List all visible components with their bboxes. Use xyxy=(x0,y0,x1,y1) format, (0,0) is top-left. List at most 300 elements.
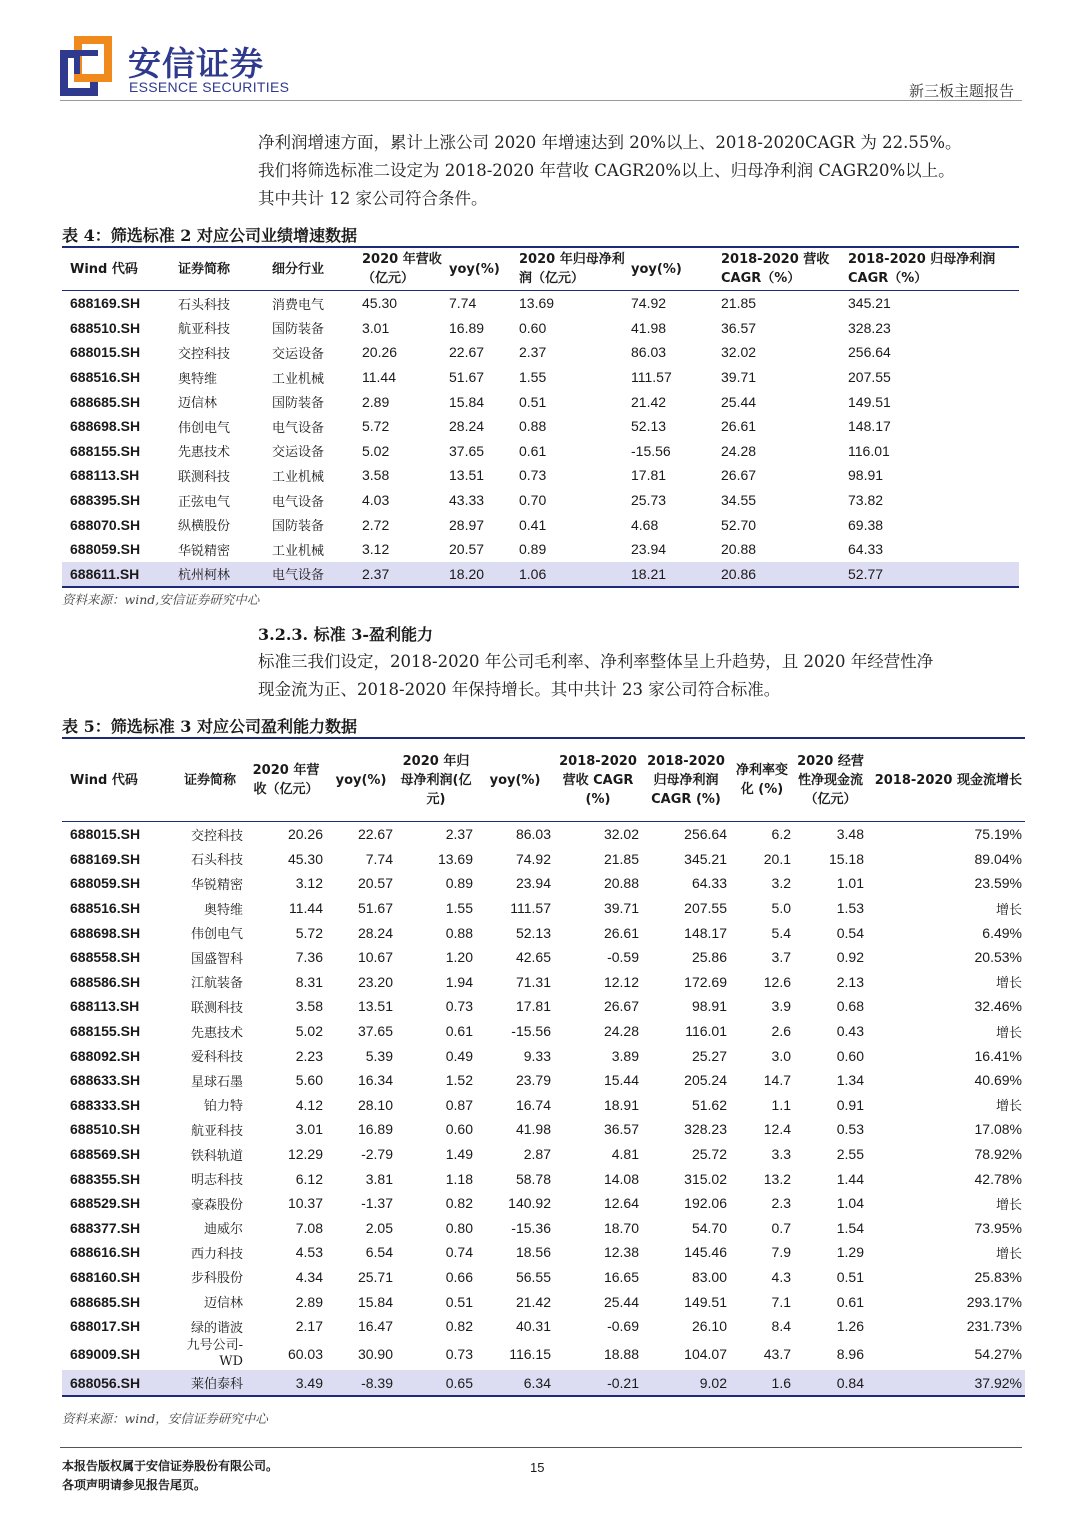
table5-cell: 231.73% xyxy=(966,1318,1022,1335)
table5-cell: 3.81 xyxy=(365,1170,393,1187)
table5-col-header: 2018-2020 归母净利润 CAGR (%) xyxy=(642,738,730,822)
section-line: 标准三我们设定，2018-2020 年公司毛利率、净利率整体呈上升趋势，且 2020 年经营性净 xyxy=(258,652,934,671)
table4-cell: 688015.SH xyxy=(70,344,141,361)
table4-body xyxy=(62,291,1019,588)
table4-cell: 256.64 xyxy=(848,344,891,361)
table4-cell: 3.01 xyxy=(362,319,390,336)
table4-cell: 交控科技 xyxy=(178,346,231,362)
table5-cell: 3.2 xyxy=(771,875,791,892)
table5-row xyxy=(62,920,1025,945)
table5-cell: 172.69 xyxy=(684,973,727,990)
table5-cell: 20.88 xyxy=(603,875,639,892)
table5-cell: 18.88 xyxy=(603,1346,639,1363)
table5-cell: 192.06 xyxy=(684,1195,727,1212)
table5-row xyxy=(62,1338,1025,1370)
table5-cell: 0.89 xyxy=(445,875,473,892)
table5-cell: 0.91 xyxy=(836,1096,864,1113)
table4-cell: 688516.SH xyxy=(70,369,141,386)
table4-cell: 26.67 xyxy=(721,467,757,484)
table5-cell: 迪威尔 xyxy=(203,1222,243,1238)
table4-col-header: Wind 代码 xyxy=(62,247,175,291)
table4-cell: 28.24 xyxy=(449,418,485,435)
table4-row xyxy=(62,463,1019,488)
table5-source: 资料来源：wind，安信证券研究中心 xyxy=(62,1411,268,1426)
table5-cell: 17.08% xyxy=(974,1121,1022,1138)
table5-cell: 25.44 xyxy=(603,1293,639,1310)
table4-cell: 52.13 xyxy=(631,418,667,435)
table4-cell: 52.70 xyxy=(721,516,757,533)
table4-row xyxy=(62,537,1019,562)
table4-col-header: yoy(%) xyxy=(446,247,516,291)
table5-cell: 688569.SH xyxy=(70,1146,141,1163)
table5-cell: 30.90 xyxy=(357,1346,393,1363)
table5-cell: 0.80 xyxy=(445,1219,473,1236)
section-paragraph xyxy=(258,648,1024,704)
table4-row xyxy=(62,488,1019,513)
table4-cell: 688611.SH xyxy=(62,562,175,588)
table5-cell: 688059.SH xyxy=(70,875,141,892)
table5-col-header: yoy(%) xyxy=(476,738,554,822)
section-heading: 3.2.3. 标准 3-盈利能力 xyxy=(258,625,434,644)
table5-cell: 奥特维 xyxy=(203,902,243,918)
table5-cell: 华锐精密 xyxy=(190,877,243,893)
table5-cell: 23.94 xyxy=(515,875,551,892)
table5-cell: 1.52 xyxy=(445,1072,473,1089)
table4-cell: 0.41 xyxy=(519,516,547,533)
table5-row xyxy=(62,1043,1025,1068)
table5-cell: 2.6 xyxy=(771,1023,791,1040)
table5-col-header: 2020 年归母净利润(亿元) xyxy=(396,738,476,822)
table5-cell: 14.7 xyxy=(763,1072,791,1089)
table5-cell: 7.08 xyxy=(295,1219,323,1236)
table5-cell: 74.92 xyxy=(515,850,551,867)
intro-line: 其中共计 12 家公司符合条件。 xyxy=(258,189,488,208)
table4-cell: 37.65 xyxy=(449,442,485,459)
table5-cell: 32.46% xyxy=(974,998,1022,1015)
table4-cell: 20.26 xyxy=(362,344,398,361)
table5-cell: 绿的谐波 xyxy=(190,1320,243,1336)
table4-cell: 工业机械 xyxy=(272,543,325,559)
table5-cell: 40.31 xyxy=(515,1318,551,1335)
table5-cell: 22.67 xyxy=(357,826,393,843)
table5-cell: 16.74 xyxy=(515,1096,551,1113)
table5-cell: 国盛智科 xyxy=(190,951,243,967)
table5-row xyxy=(62,1240,1025,1265)
table4-row xyxy=(62,414,1019,439)
table5-cell: 0.51 xyxy=(445,1293,473,1310)
table5-cell: 伟创电气 xyxy=(190,927,243,943)
table5-cell: 0.84 xyxy=(794,1370,867,1396)
table5-cell: 联测科技 xyxy=(190,1000,243,1016)
table5-cell: 36.57 xyxy=(603,1121,639,1138)
table5-row xyxy=(62,896,1025,921)
table4-cell: 奥特维 xyxy=(178,371,218,387)
table4-cell: 688059.SH xyxy=(70,541,141,558)
table5-cell: 116.15 xyxy=(509,1346,551,1363)
table5-cell: 688015.SH xyxy=(70,826,141,843)
table4-cell: 207.55 xyxy=(848,369,891,386)
table5-cell: 5.72 xyxy=(295,924,323,941)
table5-cell: 40.69% xyxy=(974,1072,1022,1089)
table5-cell: 4.34 xyxy=(295,1268,323,1285)
table5-cell: 0.88 xyxy=(445,924,473,941)
table5-cell: 0.61 xyxy=(836,1293,864,1310)
table5-cell: 爱科科技 xyxy=(190,1050,243,1066)
table5-cell: 增长 xyxy=(995,1246,1022,1262)
table4-cell: 伟创电气 xyxy=(178,420,231,436)
table5-cell: 149.51 xyxy=(684,1293,727,1310)
table5-cell: 5.02 xyxy=(295,1023,323,1040)
table4-cell: 0.88 xyxy=(519,418,547,435)
table4-cell: 25.73 xyxy=(631,492,667,509)
table5-col-header: Wind 代码 xyxy=(62,738,174,822)
footer-notice: 各项声明请参见报告尾页。 xyxy=(62,1478,207,1492)
intro-paragraph xyxy=(258,129,1024,213)
table4-col-header: 2020 年归母净利润（亿元） xyxy=(516,247,628,291)
table4-cell: 工业机械 xyxy=(272,469,325,485)
table5-col-header: 2020 经营性净现金流（亿元） xyxy=(794,738,867,822)
table4-cell: 0.60 xyxy=(519,319,547,336)
table5-cell: 0.74 xyxy=(445,1244,473,1261)
report-type: 新三板主题报告 xyxy=(908,82,1014,100)
table5-cell: 16.34 xyxy=(357,1072,393,1089)
intro-line: 净利润增速方面，累计上涨公司 2020 年增速达到 20%以上、2018-2020CAGR 为 22.55%。 xyxy=(258,133,962,152)
table5-cell: 83.00 xyxy=(691,1268,727,1285)
table5-cell: 12.64 xyxy=(603,1195,639,1212)
table5-cell: 145.46 xyxy=(684,1244,727,1261)
table5-cell: -15.36 xyxy=(511,1219,551,1236)
table4-cell: 国防装备 xyxy=(272,519,325,535)
table5-cell: 交控科技 xyxy=(190,828,243,844)
table5-title: 表 5：筛选标准 3 对应公司盈利能力数据 xyxy=(62,717,357,736)
table5-cell: 0.82 xyxy=(445,1195,473,1212)
table4-cell: 39.71 xyxy=(721,369,757,386)
table5-cell: 3.9 xyxy=(771,998,791,1015)
table5-cell: 3.48 xyxy=(836,826,864,843)
table5-cell: 铁科轨道 xyxy=(190,1148,243,1164)
table5-cell: 25.27 xyxy=(691,1047,727,1064)
table5-cell: 42.78% xyxy=(974,1170,1022,1187)
table4-cell: 20.88 xyxy=(721,541,757,558)
table5-cell: 1.34 xyxy=(836,1072,864,1089)
table4-cell: 345.21 xyxy=(848,295,891,312)
table5-cell: 28.24 xyxy=(357,924,393,941)
table5-cell: 25.86 xyxy=(691,949,727,966)
table5-cell: 293.17% xyxy=(966,1293,1022,1310)
table5-cell: 54.70 xyxy=(691,1219,727,1236)
table5-cell: 铂力特 xyxy=(203,1099,243,1115)
table4-cell: 32.02 xyxy=(721,344,757,361)
table4-cell: 21.42 xyxy=(631,393,667,410)
table5-cell: 12.29 xyxy=(287,1146,323,1163)
logo-english-name: ESSENCE SECURITIES xyxy=(129,79,290,95)
table4-cell: 杭州柯林 xyxy=(175,562,269,588)
table5-cell: 15.18 xyxy=(828,850,864,867)
table5-cell: 3.89 xyxy=(611,1047,639,1064)
table5-row xyxy=(62,847,1025,872)
table4-cell: 74.92 xyxy=(631,295,667,312)
table5-cell: 1.55 xyxy=(445,900,473,917)
table5-cell: 0.66 xyxy=(445,1268,473,1285)
table5-cell: 5.60 xyxy=(295,1072,323,1089)
table4-cell: 2.89 xyxy=(362,393,390,410)
table5-cell: 1.1 xyxy=(771,1096,791,1113)
table5-cell: 26.67 xyxy=(603,998,639,1015)
table5-cell: 1.18 xyxy=(445,1170,473,1187)
table5-cell: 688510.SH xyxy=(70,1121,141,1138)
table4-cell: 交运设备 xyxy=(272,346,325,362)
table5-cell: -1.37 xyxy=(361,1195,393,1212)
table5-cell: 688633.SH xyxy=(70,1072,141,1089)
table5-cell: 0.73 xyxy=(445,1346,473,1363)
table4-cell: 43.33 xyxy=(449,492,485,509)
table4-cell: 5.02 xyxy=(362,442,390,459)
table5-cell: 256.64 xyxy=(684,826,727,843)
table5-cell: 1.04 xyxy=(836,1195,864,1212)
table4-cell: 0.89 xyxy=(519,541,547,558)
table5-cell: 1.29 xyxy=(836,1244,864,1261)
table5-cell: 78.92% xyxy=(974,1146,1022,1163)
table4-cell: 7.74 xyxy=(449,295,477,312)
table5-cell: 步科股份 xyxy=(190,1271,243,1287)
table5-cell: 23.59% xyxy=(974,875,1022,892)
table5-cell: 688155.SH xyxy=(70,1023,141,1040)
table5-cell: 江航装备 xyxy=(190,976,243,992)
table5-cell: 688516.SH xyxy=(70,900,141,917)
table4-cell: 149.51 xyxy=(848,393,891,410)
table4-cell: 15.84 xyxy=(449,393,485,410)
table5-cell: 111.57 xyxy=(510,900,551,917)
table4-cell: 工业机械 xyxy=(272,371,325,387)
table5-cell: 51.67 xyxy=(357,900,393,917)
table5-cell: 51.62 xyxy=(691,1096,727,1113)
table5-cell: 2.87 xyxy=(523,1146,551,1163)
table5-cell: 688056.SH xyxy=(62,1370,174,1396)
table5-cell: 25.72 xyxy=(691,1146,727,1163)
table5-cell: 21.42 xyxy=(515,1293,551,1310)
table4 xyxy=(62,246,1019,588)
table5-cell: 0.54 xyxy=(836,924,864,941)
table5-cell: 2.37 xyxy=(445,826,473,843)
table4-cell: 电气设备 xyxy=(272,420,325,436)
table5-cell: 莱伯泰科 xyxy=(174,1370,246,1396)
table4-row xyxy=(62,316,1019,341)
table5-cell: 豪森股份 xyxy=(190,1197,243,1213)
table5-cell: 7.9 xyxy=(771,1244,791,1261)
table4-cell: 国防装备 xyxy=(272,322,325,338)
table5-cell: 0.7 xyxy=(771,1219,791,1236)
table5-cell: 23.79 xyxy=(515,1072,551,1089)
table4-cell: 2.37 xyxy=(359,562,446,588)
table5-cell: 2.3 xyxy=(771,1195,791,1212)
table4-cell: 1.06 xyxy=(516,562,628,588)
table4-title: 表 4：筛选标准 2 对应公司业绩增速数据 xyxy=(62,226,357,245)
table5-cell: 26.61 xyxy=(603,924,639,941)
table5-cell: 688160.SH xyxy=(70,1268,141,1285)
table5-cell: 688529.SH xyxy=(70,1195,141,1212)
footer-disclaimer xyxy=(62,1457,278,1495)
table5-cell: 3.3 xyxy=(771,1146,791,1163)
table5-cell: 0.43 xyxy=(836,1023,864,1040)
table5-cell: 20.57 xyxy=(357,875,393,892)
table5-cell: 73.95% xyxy=(974,1219,1022,1236)
table5-cell: 1.54 xyxy=(836,1219,864,1236)
table4-cell: 电气设备 xyxy=(272,494,325,510)
table5-cell: 688333.SH xyxy=(70,1096,141,1113)
table5-cell: 104.07 xyxy=(684,1346,727,1363)
table5-cell: 18.56 xyxy=(515,1244,551,1261)
table5-cell: 86.03 xyxy=(515,826,551,843)
table4-cell: 64.33 xyxy=(848,541,884,558)
table5-cell: 增长 xyxy=(995,976,1022,992)
table5-cell: 13.2 xyxy=(763,1170,791,1187)
table4-cell: 688155.SH xyxy=(70,442,141,459)
table5-cell: 41.98 xyxy=(515,1121,551,1138)
table4-cell: 688169.SH xyxy=(70,295,141,312)
table5-cell: 12.4 xyxy=(763,1121,791,1138)
table5-cell: 增长 xyxy=(995,1099,1022,1115)
table5-cell: 328.23 xyxy=(684,1121,727,1138)
table5-cell: 7.1 xyxy=(771,1293,791,1310)
table4-row xyxy=(62,365,1019,390)
table4-cell: 华锐精密 xyxy=(178,543,231,559)
table4-cell: 交运设备 xyxy=(272,445,325,461)
table5-cell: 116.01 xyxy=(685,1023,727,1040)
table4-col-header: 2018-2020 营收 CAGR（%） xyxy=(718,247,845,291)
footer-copyright: 本报告版权属于安信证券股份有限公司。 xyxy=(62,1459,279,1473)
table5-cell: 3.0 xyxy=(771,1047,791,1064)
table5-col-header: 2020 年营收（亿元） xyxy=(246,738,326,822)
table4-cell: 98.91 xyxy=(848,467,884,484)
table5-cell: 37.65 xyxy=(357,1023,393,1040)
table5-cell: 60.03 xyxy=(287,1346,323,1363)
table5-cell: -8.39 xyxy=(326,1370,396,1396)
table5-row xyxy=(62,970,1025,995)
table5-cell: 先惠技术 xyxy=(190,1025,243,1041)
table5-cell: 688698.SH xyxy=(70,924,141,941)
table4-cell: 688510.SH xyxy=(70,319,141,336)
table4-cell: 688685.SH xyxy=(70,393,141,410)
table5-cell: 增长 xyxy=(995,1025,1022,1041)
table5-cell: 20.1 xyxy=(763,850,791,867)
table5-cell: 增长 xyxy=(995,1197,1022,1213)
table5-cell: 345.21 xyxy=(684,850,727,867)
table5-cell: 6.34 xyxy=(476,1370,554,1396)
table4-cell: 111.57 xyxy=(631,369,672,386)
table4-cell: 国防装备 xyxy=(272,396,325,412)
table5-cell: 3.7 xyxy=(771,949,791,966)
table5-cell: 16.41% xyxy=(974,1047,1022,1064)
table5-cell: 10.67 xyxy=(357,949,393,966)
table4-cell: 22.67 xyxy=(449,344,485,361)
table5-cell: 6.2 xyxy=(771,826,791,843)
table5-cell: 15.44 xyxy=(603,1072,639,1089)
table5-row xyxy=(62,1093,1025,1118)
table5-row xyxy=(62,871,1025,896)
table4-cell: 17.81 xyxy=(631,467,667,484)
table4-cell: 20.57 xyxy=(449,541,485,558)
table5-cell: 12.12 xyxy=(603,973,639,990)
table5-row xyxy=(62,822,1025,847)
table5-cell: 6.54 xyxy=(365,1244,393,1261)
table4-cell: 34.55 xyxy=(721,492,757,509)
table5-cell: 688685.SH xyxy=(70,1293,141,1310)
table5-cell: 西力科技 xyxy=(190,1246,243,1262)
table4-cell: 13.51 xyxy=(449,467,485,484)
table5-cell: 688017.SH xyxy=(70,1318,141,1335)
table5-cell: 石头科技 xyxy=(190,853,243,869)
table5-cell: 688586.SH xyxy=(70,973,141,990)
table4-cell: 0.51 xyxy=(519,393,547,410)
table5-row xyxy=(62,1370,1025,1396)
table5-cell: 98.91 xyxy=(691,998,727,1015)
table4-cell: 5.72 xyxy=(362,418,390,435)
table4-cell: 0.61 xyxy=(519,442,547,459)
table4-cell: 正弦电气 xyxy=(178,494,231,510)
table4-cell: 3.58 xyxy=(362,467,390,484)
table5-cell: 37.92% xyxy=(867,1370,1025,1396)
table5-cell: 0.92 xyxy=(836,949,864,966)
table5-cell: 688355.SH xyxy=(70,1170,141,1187)
table4-cell: 18.21 xyxy=(628,562,718,588)
table5-cell: 0.82 xyxy=(445,1318,473,1335)
table4-row xyxy=(62,291,1019,316)
table4-source: 资料来源：wind,安信证券研究中心 xyxy=(62,592,260,607)
table4-col-header: 2020 年营收（亿元） xyxy=(359,247,446,291)
table4-cell: 联测科技 xyxy=(178,469,231,485)
table4-cell: 688113.SH xyxy=(70,467,140,484)
table5-cell: 明志科技 xyxy=(190,1173,243,1189)
table5-cell: 0.49 xyxy=(445,1047,473,1064)
table5-row xyxy=(62,1314,1025,1339)
table4-cell: 20.86 xyxy=(718,562,845,588)
table5-cell: 0.68 xyxy=(836,998,864,1015)
table5-cell: 6.49% xyxy=(982,924,1022,941)
table4-col-header: yoy(%) xyxy=(628,247,718,291)
table5-cell: 9.02 xyxy=(642,1370,730,1396)
table5-cell: 6.12 xyxy=(295,1170,323,1187)
table5-col-header: 证券简称 xyxy=(174,738,246,822)
table5-row xyxy=(62,1142,1025,1167)
table4-cell: 688395.SH xyxy=(70,492,141,509)
table4-cell: 41.98 xyxy=(631,319,667,336)
table5-cell: 2.13 xyxy=(836,973,864,990)
table4-cell: 18.20 xyxy=(446,562,516,588)
table4-cell: 28.97 xyxy=(449,516,485,533)
table5-col-header: 2018-2020 营收 CAGR (%) xyxy=(554,738,642,822)
table5-row xyxy=(62,1265,1025,1290)
table5-cell: 688113.SH xyxy=(70,998,140,1015)
table5-cell: 12.6 xyxy=(763,973,791,990)
table4-row xyxy=(62,340,1019,365)
table5-cell: 45.30 xyxy=(287,850,323,867)
table4-cell: 688070.SH xyxy=(70,516,141,533)
table5-cell: 18.91 xyxy=(603,1096,639,1113)
table5-cell: -15.56 xyxy=(511,1023,551,1040)
table5-cell: 0.53 xyxy=(836,1121,864,1138)
table5-cell: 0.73 xyxy=(445,998,473,1015)
table5-cell: 5.39 xyxy=(365,1047,393,1064)
table4-cell: 2.72 xyxy=(362,516,390,533)
table5-cell: 0.61 xyxy=(445,1023,473,1040)
table5-cell: 0.60 xyxy=(836,1047,864,1064)
table5-cell: 23.20 xyxy=(357,973,393,990)
table5-cell: 5.4 xyxy=(771,924,791,941)
table5-cell: 2.05 xyxy=(365,1219,393,1236)
table5-cell: 205.24 xyxy=(684,1072,727,1089)
table4-cell: 26.61 xyxy=(721,418,757,435)
table4-row xyxy=(62,562,1019,588)
